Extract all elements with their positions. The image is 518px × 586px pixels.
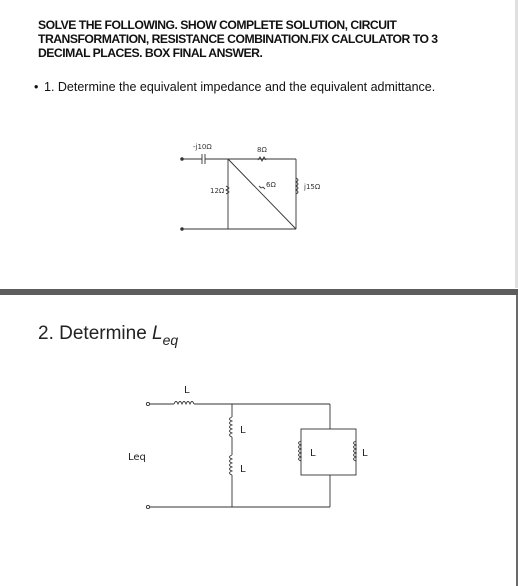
label-l-top: L — [184, 385, 190, 396]
question-1-text: 1. Determine the equivalent impedance and the equivalent admittance. — [44, 80, 436, 94]
label-r-diag: 6Ω — [266, 181, 276, 189]
label-l-right-b: L — [362, 448, 368, 459]
label-l-mid-bottom: L — [240, 464, 246, 475]
question-2-var: L — [152, 323, 163, 344]
label-l-mid-top: L — [240, 425, 246, 436]
instructions-heading: SOLVE THE FOLLOWING. SHOW COMPLETE SOLUTION, CIRCUIT TRANSFORMATION, RESISTANCE COMBINATION.FIX CALCULATOR TO 3 DECIMAL PLACES. BOX FINAL ANSWER. — [38, 18, 438, 60]
circuit-diagram-1 — [0, 0, 518, 288]
question-2-text: 2. Determine — [38, 323, 153, 344]
label-leq: Leq — [128, 452, 146, 463]
slide-1 — [0, 0, 518, 288]
label-l-right-a: L — [310, 448, 316, 459]
label-r-left: 12Ω — [210, 187, 225, 195]
bullet-icon: • — [34, 80, 39, 94]
slide-2 — [0, 295, 518, 586]
question-2-sub: eq — [162, 332, 179, 348]
label-capacitor: -j10Ω — [193, 143, 212, 151]
circuit-diagram-2 — [0, 295, 518, 586]
label-r-top: 8Ω — [257, 146, 267, 154]
label-inductor: j15Ω — [304, 183, 321, 191]
